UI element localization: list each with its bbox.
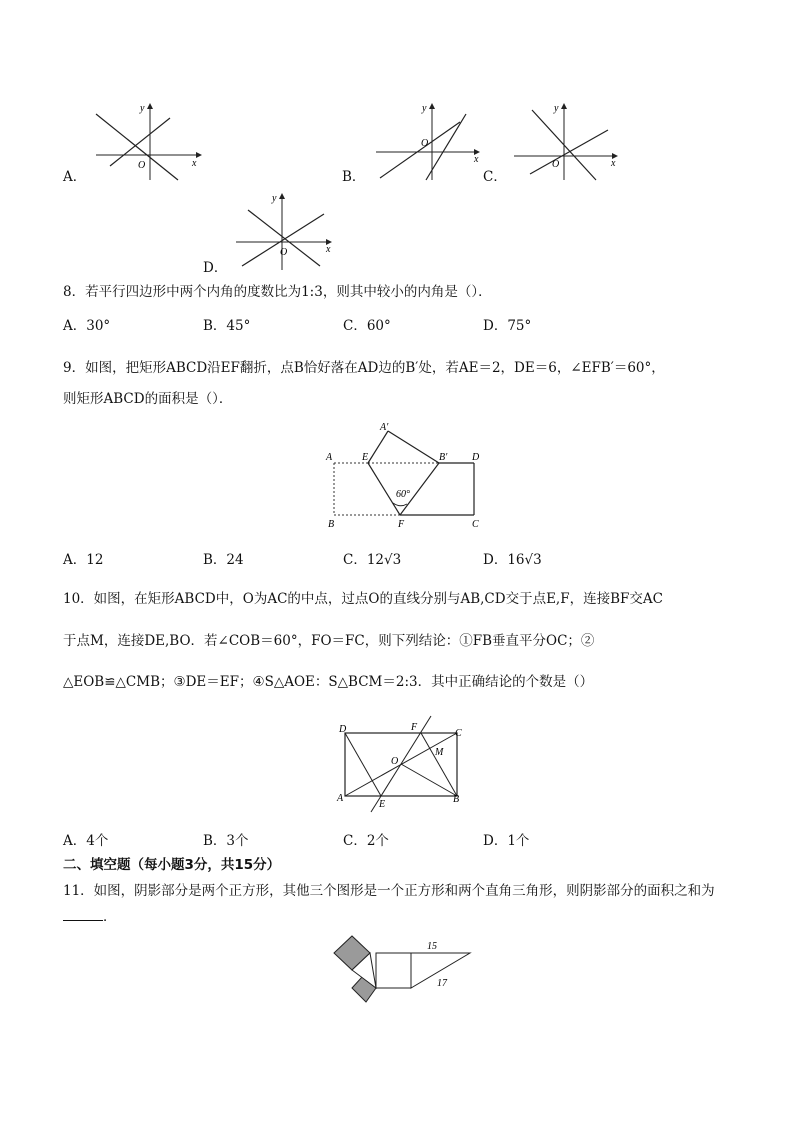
q10-label-e: E [379, 799, 386, 810]
q10-option-d: D．1个 [483, 833, 530, 849]
q9-option-d: D．16√3 [483, 552, 542, 568]
q7-option-b-label: B． [342, 169, 366, 185]
q8-stem: 8．若平行四边形中两个内角的度数比为1:3，则其中较小的内角是（）． [63, 284, 492, 300]
q7b-x-label: x [474, 154, 479, 165]
q11-stem-line1: 11．如图，阴影部分是两个正方形，其他三个图形是一个正方形和两个直角三角形，则阴影部分的面积之和为 [63, 883, 715, 899]
q7a-x-label: x [192, 158, 197, 169]
q7-graph-c [508, 100, 628, 182]
q10-label-a: A [337, 793, 344, 804]
q9-label-b: B [328, 519, 335, 530]
q9-label-a: A [326, 452, 333, 463]
q7b-origin-label: O [421, 138, 429, 149]
q9-figure [322, 418, 492, 530]
q9-label-c: C [472, 519, 479, 530]
q11-figure [328, 932, 478, 1004]
q7d-y-label: y [272, 193, 277, 204]
q10-figure [333, 710, 473, 814]
q7a-origin-label: O [138, 160, 146, 171]
q9-stem-line1: 9．如图，把矩形ABCD沿EF翻折，点B恰好落在AD边的B′处，若AE＝2，DE＝6，∠EFB′＝60°， [63, 360, 665, 376]
q9-label-e: E [362, 452, 369, 463]
q11-answer-blank[interactable] [63, 908, 103, 921]
section2-title: 二、填空题（每小题3分，共15分） [63, 857, 281, 873]
q10-label-b: B [453, 794, 460, 805]
q10-label-d: D [339, 724, 347, 735]
q9-label-d: D [472, 452, 480, 463]
q7-option-d-label: D． [203, 260, 228, 276]
q7-graph-d [228, 190, 348, 272]
q9-label-a1: A′ [380, 422, 389, 433]
q7c-y-label: y [554, 103, 559, 114]
q7c-x-label: x [611, 158, 616, 169]
q11-stem-line2 [63, 905, 117, 925]
q7b-y-label: y [422, 103, 427, 114]
q10-label-c: C [455, 728, 462, 739]
q10-stem-line3: △EOB≌△CMB；③DE＝EF；④S△AOE：S△BCM＝2:3．其中正确结论的个数是（） [63, 674, 594, 690]
q10-stem-line1: 10．如图，在矩形ABCD中，O为AC的中点，过点O的直线分别与AB,CD交于点E,F，连接BF交AC [63, 591, 663, 607]
q7d-origin-label: O [280, 247, 288, 258]
q9-angle-label: 60° [396, 489, 410, 500]
q7a-y-label: y [140, 103, 145, 114]
q7-graph-b [370, 100, 490, 182]
q7c-origin-label: O [552, 159, 560, 170]
q7d-x-label: x [326, 244, 331, 255]
q7-option-c-label: C． [483, 169, 507, 185]
q10-label-f: F [411, 722, 418, 733]
q11-stem-period: ． [103, 909, 117, 925]
q11-label-15: 15 [427, 941, 437, 952]
q9-label-f: F [398, 519, 405, 530]
q8-option-d: D．75° [483, 318, 532, 334]
q9-option-b: B．24 [203, 552, 244, 568]
q9-option-a: A．12 [63, 552, 104, 568]
q11-label-17: 17 [437, 978, 447, 989]
q8-option-b: B．45° [203, 318, 251, 334]
q10-stem-line2: 于点M，连接DE,BO．若∠COB＝60°，FO＝FC，则下列结论：①FB垂直平分OC；② [63, 633, 595, 649]
q7-option-a-label: A． [63, 169, 87, 185]
q10-option-a: A．4个 [63, 833, 109, 849]
q10-option-b: B．3个 [203, 833, 249, 849]
q9-label-b1: B′ [439, 452, 448, 463]
q7-graph-a [88, 100, 208, 182]
q10-label-m: M [435, 747, 444, 758]
q8-option-a: A．30° [63, 318, 111, 334]
q10-option-c: C．2个 [343, 833, 389, 849]
q8-option-c: C．60° [343, 318, 391, 334]
q9-option-c: C．12√3 [343, 552, 402, 568]
q9-stem-line2: 则矩形ABCD的面积是（）． [63, 391, 233, 407]
q10-label-o: O [391, 756, 399, 767]
